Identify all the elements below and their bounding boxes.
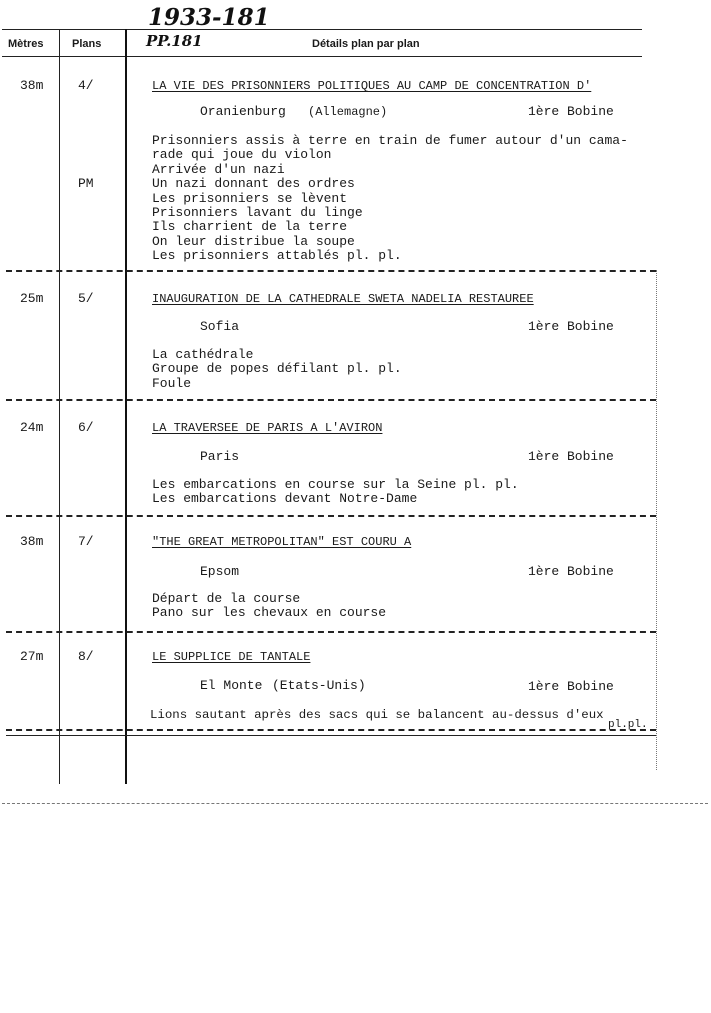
header-bottom-rule — [2, 56, 642, 57]
row-separator-2 — [6, 399, 656, 401]
entry-place: Oranienburg — [200, 104, 286, 119]
header-top-rule — [2, 29, 642, 30]
entry-metres: 24m — [20, 420, 44, 435]
entry-place: El Monte — [200, 678, 263, 693]
entry-title: LA VIE DES PRISONNIERS POLITIQUES AU CAMP DE CONCENTRATION D' — [152, 79, 592, 93]
shot-line: Départ de la course — [152, 591, 301, 606]
shot-line: Prisonniers lavant du linge — [152, 205, 363, 221]
entry-reel: 1ère Bobine — [528, 104, 614, 119]
entry-metres: 38m — [20, 534, 44, 549]
row-separator-3 — [6, 515, 656, 517]
shot-line: Arrivée d'un nazi — [152, 161, 285, 177]
column-header-plans: Plans — [72, 38, 102, 50]
entry-plan: 5/ — [78, 291, 94, 306]
entry-title: LE SUPPLICE DE TANTALE — [152, 650, 311, 664]
entry-mark: PM — [78, 176, 94, 191]
shot-line: La cathédrale — [152, 347, 254, 362]
entry-place-extra: (Allemagne) — [308, 105, 388, 119]
entry-shot-list — [152, 592, 386, 621]
entry-place-extra: (Etats-Unis) — [272, 678, 366, 693]
entry-shot-list — [150, 708, 604, 722]
shot-line: Les embarcations devant Notre-Dame — [152, 491, 418, 507]
entry-reel: 1ère Bobine — [528, 679, 614, 694]
entry-plan: 7/ — [78, 534, 94, 549]
column-header-details: Détails plan par plan — [312, 38, 420, 50]
column-header-metres: Mètres — [8, 38, 44, 50]
shot-line: Foule — [152, 375, 192, 391]
entry-place: Epsom — [200, 564, 240, 579]
reference-code: PP.181 — [146, 32, 203, 50]
shot-line: Les prisonniers se lèvent — [152, 190, 348, 206]
entry-title: LA TRAVERSEE DE PARIS A L'AVIRON — [152, 421, 383, 435]
entry-plan: 6/ — [78, 420, 94, 435]
shot-line: Groupe de popes défilant pl. pl. — [152, 361, 402, 377]
shot-line: Pano sur les chevaux en course — [152, 605, 387, 621]
column-divider-1 — [59, 29, 60, 784]
shot-line: Prisonniers assis à terre en train de fumer autour d'un cama- — [152, 133, 628, 148]
shot-line: On leur distribue la soupe — [152, 233, 355, 249]
shot-line: Les prisonniers attablés pl. pl. — [152, 248, 402, 264]
shot-line: Les embarcations en course sur la Seine pl. pl. — [152, 477, 519, 492]
shot-line: Un nazi donnant des ordres — [152, 176, 355, 192]
shot-line: rade qui joue du violon — [152, 147, 332, 163]
entry-reel: 1ère Bobine — [528, 449, 614, 464]
entry-plan: 4/ — [78, 78, 94, 93]
entry-metres: 38m — [20, 78, 44, 93]
shot-line: Lions sautant après des sacs qui se balancent au-dessus d'eux — [150, 708, 604, 722]
entry-title: "THE GREAT METROPOLITAN" EST COURU A — [152, 535, 412, 549]
entry-title: INAUGURATION DE LA CATHEDRALE SWETA NADELIA RESTAUREE — [152, 292, 534, 306]
row-separator-1 — [6, 270, 656, 272]
entry-place: Paris — [200, 449, 240, 464]
shot-line: Ils charrient de la terre — [152, 219, 348, 235]
column-divider-2 — [125, 29, 127, 784]
entry-metres: 27m — [20, 649, 44, 664]
row-separator-6 — [6, 735, 656, 736]
page-bottom-rule — [2, 803, 708, 804]
entry-plan: 8/ — [78, 649, 94, 664]
row-separator-5 — [6, 729, 656, 731]
entry-reel: 1ère Bobine — [528, 319, 614, 334]
entry-shot-list — [152, 134, 628, 264]
entry-shot-list — [152, 478, 519, 507]
reference-number: 1933-181 — [148, 4, 270, 31]
entry-tail-note: pl.pl. — [608, 719, 648, 731]
entry-reel: 1ère Bobine — [528, 564, 614, 579]
page-right-edge — [656, 270, 657, 770]
entry-metres: 25m — [20, 291, 44, 306]
entry-shot-list — [152, 348, 402, 391]
row-separator-4 — [6, 631, 656, 633]
entry-place: Sofia — [200, 319, 240, 334]
